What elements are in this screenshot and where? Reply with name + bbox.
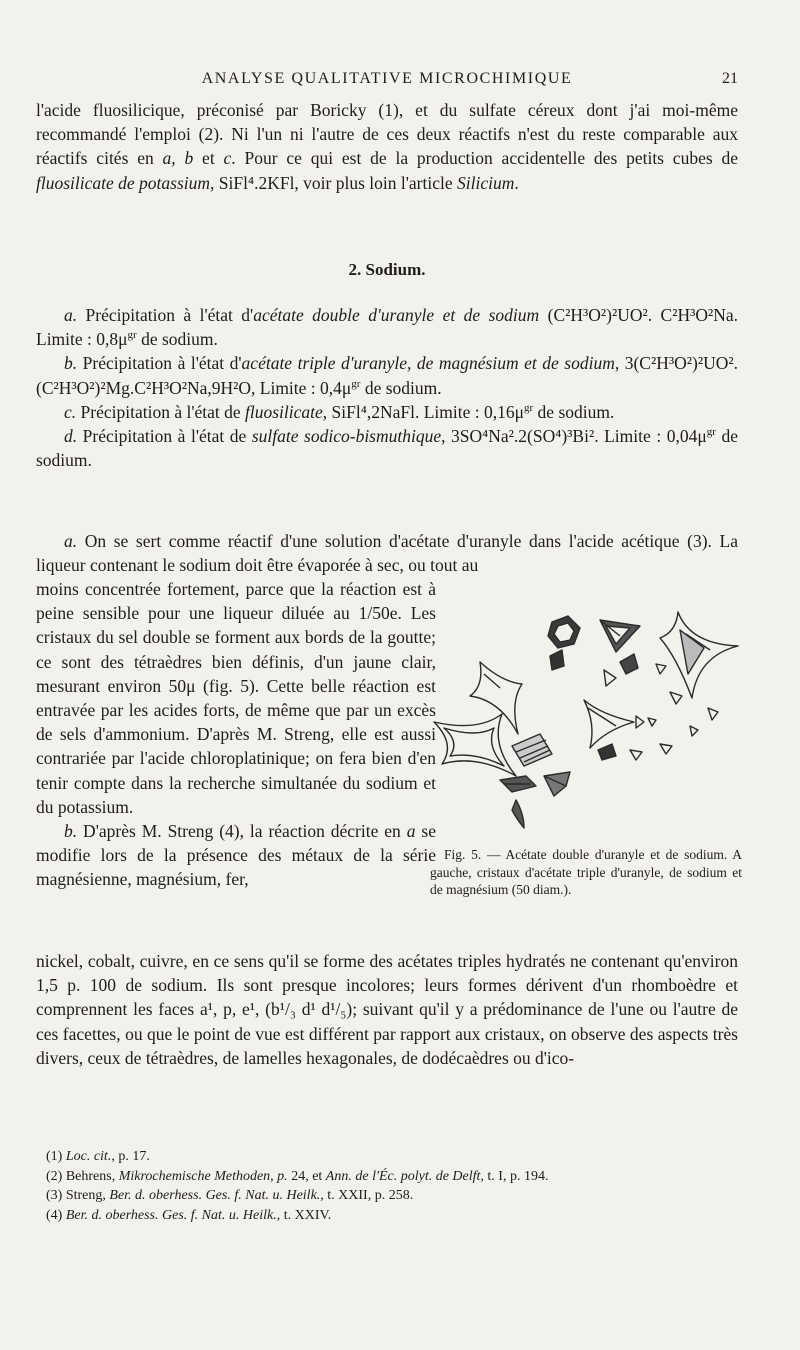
- method-a-label: a.: [64, 305, 78, 325]
- running-header: [36, 70, 738, 90]
- intro-text-1: l'acide fluosilicique, préconisé par Boricky (1), et du sulfate céreux dont j'ai moi-même recommandé l'emploi (2). Ni l'un ni l'autre de ces deux réactifs n'est du reste comparable aux réactifs cités en: [36, 100, 738, 169]
- method-b: [36, 351, 738, 399]
- method-a-gr: gr: [127, 329, 137, 342]
- intro-italic: fluosilicate de potassium: [36, 172, 211, 193]
- curved-triangle-large: [434, 714, 516, 776]
- footnote-1-num: (1): [46, 1149, 66, 1164]
- figure-caption: Fig. 5. — Acétate double d'uranyle et de sodium. A gauche, cristaux d'acétate triple d'uranyle, de sodium et de magnésium (50 diam.).: [430, 847, 742, 897]
- prism-bottom-left: [500, 776, 536, 792]
- method-b-end: de sodium.: [360, 377, 442, 398]
- intro-sep-1: ,: [171, 148, 185, 169]
- footnote-2: [36, 1167, 738, 1187]
- method-c-label: c.: [64, 401, 77, 422]
- dark-tetra-2: [620, 654, 638, 674]
- footnote-1: [36, 1147, 738, 1167]
- small-triangle-7: [690, 726, 698, 736]
- method-d-italic: sulfate sodico-bismuthique: [251, 426, 442, 447]
- intro-sep-2: et: [193, 148, 224, 169]
- small-triangle-8: [630, 750, 642, 760]
- footnote-2-text: 24, et: [287, 1168, 326, 1184]
- para-b-narrow-text-2: se modifie lors de la présence des métaux de la série magnésienne, magnésium, fer,: [36, 821, 436, 890]
- striped-plate: [512, 734, 552, 766]
- tetra-bottom: [512, 800, 524, 828]
- footnote-2-num: (2) Behrens,: [46, 1168, 119, 1184]
- para-b-narrow-text: D'après M. Streng (4), la réaction décrite en: [77, 821, 407, 842]
- footnote-3: [36, 1186, 738, 1206]
- methods-list: [36, 303, 738, 472]
- footnote-3-italic: Ber. d. oberhess. Ges. f. Nat. u. Heilk.: [109, 1188, 321, 1203]
- intro-c: c: [223, 148, 232, 169]
- paragraph-a-full: [36, 529, 738, 577]
- header-title: ANALYSE QUALITATIVE MICROCHIMIQUE: [201, 70, 573, 87]
- footnote-4-num: (4): [46, 1207, 66, 1223]
- method-a-end: de sodium.: [136, 329, 218, 350]
- small-triangle-9: [660, 744, 672, 754]
- footnote-4-text: , t. XXIV.: [276, 1207, 332, 1223]
- tetra-cluster-top: [600, 620, 640, 652]
- method-b-label: b.: [64, 353, 78, 374]
- intro-a: a: [162, 148, 172, 169]
- paragraph-a-narrow: [36, 577, 436, 892]
- para-b-label: b.: [64, 821, 78, 842]
- method-c-italic: fluosilicate: [245, 401, 323, 422]
- dark-tetra-1: [550, 650, 564, 670]
- method-c-formula: , SiFl⁴,2NaFl. Limite : 0,16μ: [322, 401, 524, 422]
- dark-tetra-3: [598, 744, 616, 760]
- footnote-2-end: t. I, p. 194.: [483, 1168, 549, 1184]
- method-d-formula: , 3SO⁴Na².2(SO⁴)³Bi². Limite : 0,04μ: [441, 426, 707, 447]
- intro-italic-2: Silicium: [457, 172, 515, 193]
- method-b-formula: , 3(C²H³O²)²UO².(C²H³O²)²Mg.C²H³O²Na,9H²O, Limite : 0,4μ: [36, 353, 738, 398]
- intro-text-3: , SiFl⁴.2KFl, voir plus loin l'article: [210, 172, 457, 193]
- method-c: [36, 400, 738, 424]
- method-a-formula: (C²H³O²)²UO². C²H³O²Na. Limite : 0,8μ: [36, 305, 739, 350]
- para-a-label: a.: [64, 531, 78, 551]
- footnote-1-italic: Loc. cit.: [65, 1149, 112, 1164]
- method-d-text: Précipitation à l'état de: [77, 426, 252, 447]
- footnotes: [36, 1147, 738, 1225]
- footnote-1-text: , p. 17.: [111, 1149, 150, 1164]
- intro-b: b: [184, 148, 194, 169]
- method-a: [36, 303, 738, 351]
- method-b-italic: acétate triple d'uranyle, de magnésium et de sodium: [241, 353, 615, 374]
- small-triangle-3: [670, 692, 682, 704]
- footnote-4: [36, 1206, 738, 1226]
- para-a-full-text: On se sert comme réactif d'une solution d'acétate d'uranyle dans l'acide acétique (3). La liqueur contenant le sodium doit être évaporée à sec, ou tout au: [36, 531, 738, 576]
- footnote-3-text: , t. XXII, p. 258.: [320, 1188, 414, 1203]
- intro-text-4: .: [514, 172, 519, 193]
- curved-triangle-top-right: [660, 612, 738, 698]
- footnote-4-italic: Ber. d. oberhess. Ges. f. Nat. u. Heilk.: [65, 1207, 277, 1223]
- hexagon-crystal: [548, 616, 580, 648]
- page-number: 21: [722, 70, 738, 87]
- tetra-middle: [584, 700, 634, 748]
- method-b-text: Précipitation à l'état d': [77, 353, 242, 374]
- method-c-text: Précipitation à l'état de: [76, 401, 246, 422]
- method-d: [36, 424, 738, 472]
- method-c-gr: gr: [524, 401, 534, 414]
- small-triangle-1: [604, 670, 616, 686]
- method-a-italic: acétate double d'uranyle et de sodium: [253, 305, 540, 325]
- small-triangle-6: [648, 718, 656, 726]
- footnote-3-num: (3) Streng,: [46, 1188, 110, 1203]
- para-b-a: a: [406, 821, 416, 842]
- section-title: 2. Sodium.: [348, 260, 426, 279]
- footnote-2-italic: Mikrochemische Methoden, p.: [118, 1168, 288, 1184]
- curved-triangle-left: [470, 662, 522, 734]
- small-triangle-2: [656, 664, 666, 674]
- method-b-gr: gr: [351, 377, 361, 390]
- footnote-2-italic-2: Ann. de l'Éc. polyt. de Delft,: [325, 1168, 484, 1184]
- para-a-narrow-text: moins concentrée fortement, parce que la réaction est à peine sensible pour une liqueur diluée au 1/50e. Les cristaux du sel double se forment aux bords de la goutte; ce sont des tétraèdres bien définis, d'un jaune clair, mesurant environ 50μ (fig. 5). Cette belle réaction est entravée par les acides forts, de même que par un excès de sels d'ammonium. D'après M. Streng, elle est aussi contrariée par l'acide chloroplatinique; on fera bien d'en tenir compte dans la recherche simultanée du sodium et du potassium.: [36, 579, 436, 817]
- method-c-end: de sodium.: [533, 401, 615, 422]
- intro-text-2: . Pour ce qui est de la production accidentelle des petits cubes de: [231, 148, 738, 169]
- method-a-text: Précipitation à l'état d': [77, 305, 254, 325]
- gem-bottom: [544, 772, 570, 796]
- para-b-narrow: [36, 819, 436, 892]
- small-triangle-4: [708, 708, 718, 720]
- crystal-figure: [420, 604, 750, 844]
- method-d-gr: gr: [706, 426, 716, 439]
- small-triangle-5: [636, 716, 644, 728]
- para-b-full-text: nickel, cobalt, cuivre, en ce sens qu'il se forme des acétates triples hydratés ne contenant qu'environ 1,5 p. 100 de sodium. Ils sont presque incolores; leurs formes dérivent d'un rhomboèdre et comprennent les faces a¹, p, e¹, (b¹/₃ d¹ d¹/₅); suivant qu'il y a prédominance de l'une ou l'autre de ces facettes, ou que le point de vue est différent par rapport aux cristaux, on observe des aspects très divers, ceux de tétraèdres, de lamelles hexagonales, de dodécaèdres ou d'ico-: [36, 951, 738, 1068]
- intro-paragraph: [36, 98, 738, 195]
- method-d-end: de sodium.: [36, 426, 738, 471]
- method-d-label: d.: [64, 426, 78, 447]
- paragraph-b-full: [36, 949, 738, 1070]
